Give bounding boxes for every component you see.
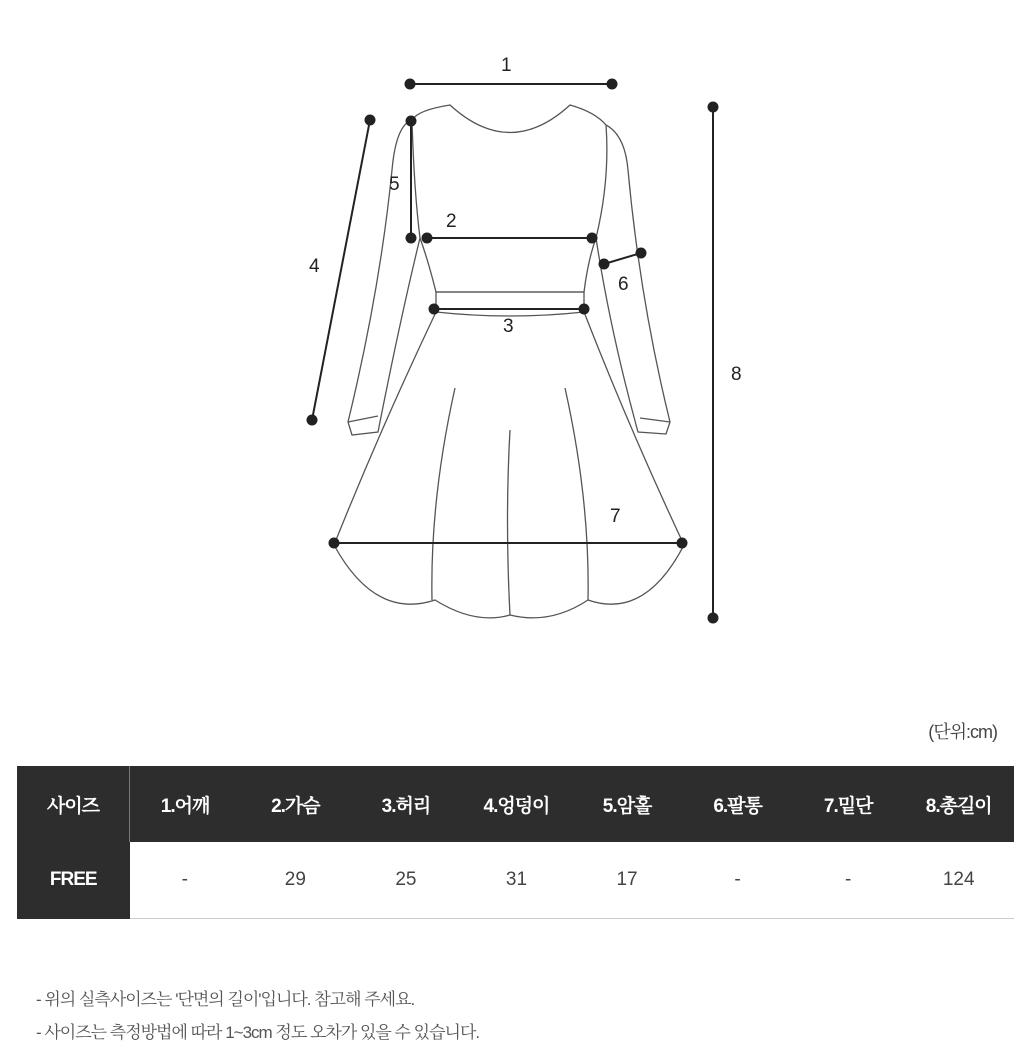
- note-line: - 사이즈는 측정방법에 따라 1~3cm 정도 오차가 있을 수 있습니다.: [36, 1023, 480, 1042]
- table-row: [17, 842, 1014, 919]
- note-line: - 위의 실측사이즈는 '단면의 길이'입니다. 참고해 주세요.: [36, 990, 415, 1009]
- cell-hip: 31: [461, 842, 572, 919]
- cell-sleeve-width: -: [682, 842, 793, 919]
- cell-size: FREE: [17, 842, 130, 919]
- size-table-header: [17, 766, 1014, 842]
- label-5: 5: [389, 174, 400, 195]
- label-4: 4: [309, 256, 320, 277]
- cell-armhole: 17: [572, 842, 683, 919]
- cell-chest: 29: [240, 842, 351, 919]
- measurement-labels: [309, 55, 742, 527]
- label-3: 3: [503, 316, 514, 337]
- cell-total-length: 124: [903, 842, 1014, 919]
- header-waist: 3.허리: [351, 766, 462, 842]
- label-6: 6: [618, 274, 629, 295]
- header-sleeve-width: 6.팔통: [682, 766, 793, 842]
- header-total-length: 8.총길이: [903, 766, 1014, 842]
- size-notes: [36, 985, 479, 1051]
- header-chest: 2.가슴: [240, 766, 351, 842]
- header-shoulder: 1.어깨: [130, 766, 241, 842]
- header-hip: 4.엉덩이: [461, 766, 572, 842]
- label-7: 7: [610, 506, 621, 527]
- dress-outline: [334, 105, 684, 618]
- header-hem: 7.밑단: [793, 766, 904, 842]
- label-8: 8: [731, 364, 742, 385]
- size-table: [17, 766, 1014, 919]
- cell-hem: -: [793, 842, 904, 919]
- label-1: 1: [501, 55, 512, 76]
- cell-shoulder: -: [130, 842, 241, 919]
- measurement-lines: [308, 80, 718, 623]
- header-armhole: 5.암홀: [572, 766, 683, 842]
- header-size: 사이즈: [17, 766, 130, 842]
- unit-label: (단위:cm): [928, 722, 997, 742]
- label-2: 2: [446, 211, 457, 232]
- cell-waist: 25: [351, 842, 462, 919]
